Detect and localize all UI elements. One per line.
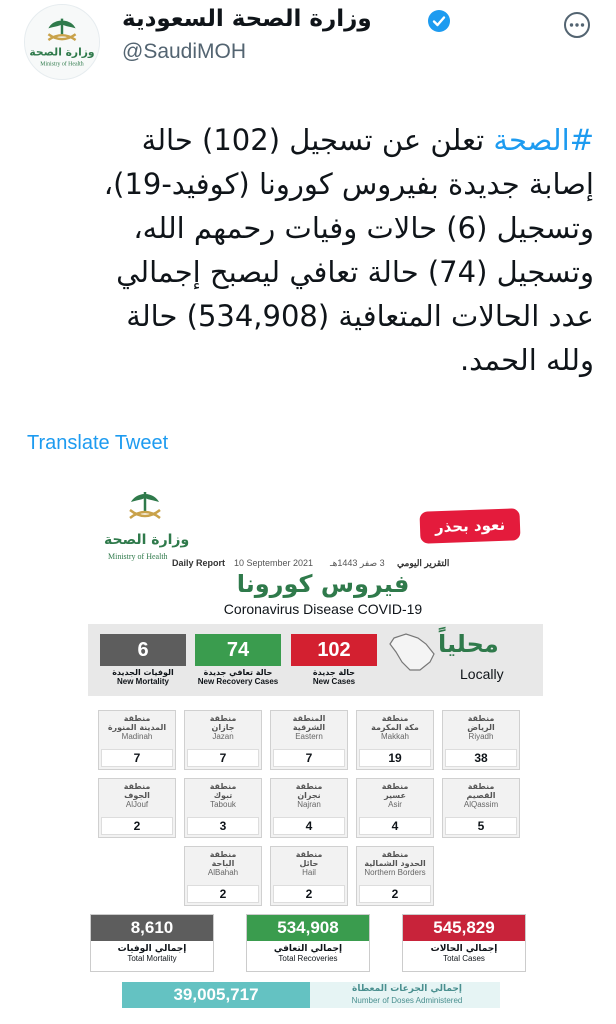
region-prefix: منطقة <box>295 782 323 791</box>
region-name-en: Najran <box>297 800 321 809</box>
region-count: 2 <box>273 885 345 903</box>
region-count: 3 <box>187 817 259 835</box>
locally-ar: محلياً <box>438 630 499 658</box>
region-card <box>98 710 176 770</box>
total-recoveries-label-en: Total Recoveries <box>278 954 338 963</box>
doses-label-ar: إجمالي الجرعات المعطاة <box>352 984 462 994</box>
region-name-ar: الجوف <box>124 791 150 800</box>
region-name-ar: عسير <box>384 791 406 800</box>
region-count: 2 <box>359 885 431 903</box>
region-name-ar: مكة المكرمة <box>371 723 419 732</box>
region-prefix: منطقة <box>381 782 409 791</box>
region-name-en: Tabouk <box>210 800 236 809</box>
region-count: 19 <box>359 749 431 767</box>
region-name-en: Riyadh <box>468 732 494 741</box>
new-cases-label-en: New Cases <box>312 677 356 686</box>
palm-swords-icon <box>100 488 190 532</box>
title-ar: فيروس كورونا <box>236 570 410 598</box>
locally-en: Locally <box>460 666 504 682</box>
region-name-en: Hail <box>302 868 316 877</box>
region-prefix: منطقة <box>209 714 237 723</box>
region-name-en: Madinah <box>121 732 153 741</box>
region-card <box>270 846 348 906</box>
tweet-header <box>0 0 616 80</box>
avatar-logo-en: Ministry of Health <box>40 61 84 68</box>
region-name-ar: الباحة <box>211 859 235 868</box>
region-prefix: المنطقة <box>292 714 326 723</box>
region-name-en: AlQassim <box>463 800 499 809</box>
summary-panel <box>88 624 543 696</box>
region-count: 38 <box>445 749 517 767</box>
total-cases-label-en: Total Cases <box>443 954 485 963</box>
avatar-logo-ar: وزارة الصحة <box>29 45 95 59</box>
moh-logo-ar: وزارة الصحة <box>104 532 190 548</box>
region-name-ar: نجران <box>297 791 321 800</box>
region-count: 2 <box>187 885 259 903</box>
author-handle[interactable]: @SaudiMOH <box>122 40 247 63</box>
region-name-en: Makkah <box>380 732 409 741</box>
region-count: 7 <box>187 749 259 767</box>
new-mortality-label-en: New Mortality <box>116 677 169 686</box>
region-card <box>184 710 262 770</box>
new-cases-label-ar: حالة جديدة <box>312 668 356 677</box>
doses-bar <box>122 982 500 1008</box>
region-name-en: AlBahah <box>207 868 239 877</box>
region-name-en: Jazan <box>212 732 234 741</box>
tweet-text <box>34 118 594 382</box>
infographic-image[interactable] <box>88 478 558 1018</box>
report-hijri-date: 3 صفر 1443هـ <box>330 558 385 568</box>
region-card <box>98 778 176 838</box>
tweet-line-2: إصابة جديدة بفيروس كورونا (كوفيد-19)، <box>103 167 594 201</box>
hashtag-link[interactable]: #الصحة <box>493 123 594 157</box>
region-count: 2 <box>101 817 173 835</box>
region-name-en: AlJouf <box>125 800 149 809</box>
total-cases-value: 545,829 <box>403 915 525 941</box>
region-name-en: Asir <box>388 800 402 809</box>
region-count: 7 <box>273 749 345 767</box>
region-card <box>442 778 520 838</box>
region-prefix: منطقة <box>381 714 409 723</box>
region-name-en: Eastern <box>295 732 323 741</box>
new-recovery-label-ar: حالة تعافي جديدة <box>203 668 273 677</box>
region-prefix: منطقة <box>467 714 495 723</box>
region-name-en: Northern Borders <box>364 868 426 877</box>
region-name-ar: الشرقية <box>292 723 326 732</box>
region-name-ar: الرياض <box>467 723 495 732</box>
tweet-line-1-rest: تعلن عن تسجيل (102) حالة <box>141 123 494 157</box>
new-cases-label <box>286 668 382 686</box>
tweet-line-6: ولله الحمد. <box>459 343 594 377</box>
tweet-line-4: وتسجيل (74) حالة تعافي ليصبح إجمالي <box>116 255 594 289</box>
region-prefix: منطقة <box>295 850 323 859</box>
more-options-icon[interactable] <box>563 11 591 39</box>
region-count: 4 <box>273 817 345 835</box>
region-prefix: منطقة <box>209 782 237 791</box>
moh-logo-icon <box>25 5 99 79</box>
region-name-ar: حائل <box>299 859 319 868</box>
region-count: 5 <box>445 817 517 835</box>
region-card <box>356 846 434 906</box>
total-recoveries-value: 534,908 <box>247 915 369 941</box>
doses-value: 39,005,717 <box>122 982 310 1008</box>
region-name-ar: جازان <box>211 723 235 732</box>
total-mortality-card <box>90 914 214 972</box>
region-count: 7 <box>101 749 173 767</box>
region-name-ar: الحدود الشمالية <box>364 859 426 868</box>
region-prefix: منطقة <box>467 782 495 791</box>
region-card <box>270 710 348 770</box>
region-name-ar: القصيم <box>466 791 496 800</box>
new-recovery-label <box>190 668 286 686</box>
translate-tweet-link[interactable]: Translate Tweet <box>27 432 169 454</box>
title-en: Coronavirus Disease COVID-19 <box>223 601 423 617</box>
new-mortality-label-ar: الوفيات الجديدة <box>112 668 174 677</box>
tweet-line-1 <box>34 118 594 162</box>
author-name[interactable]: وزارة الصحة السعودية <box>122 6 372 32</box>
new-mortality-value: 6 <box>100 634 186 666</box>
region-card <box>442 710 520 770</box>
report-label-ar: التقرير اليومي <box>397 558 450 568</box>
doses-label-en: Number of Doses Administered <box>351 996 463 1005</box>
moh-logo <box>100 488 190 562</box>
region-card <box>184 778 262 838</box>
region-card <box>356 778 434 838</box>
report-label: Daily Report <box>172 558 226 568</box>
total-cases-card <box>402 914 526 972</box>
total-recoveries-label-ar: إجمالي التعافي <box>273 944 343 954</box>
new-mortality-label <box>95 668 191 686</box>
saudi-map-icon <box>384 630 440 676</box>
region-prefix: منطقة <box>123 782 151 791</box>
new-recovery-label-en: New Recovery Cases <box>197 677 279 686</box>
region-card <box>270 778 348 838</box>
region-card <box>184 846 262 906</box>
total-recoveries-card <box>246 914 370 972</box>
region-prefix: منطقة <box>381 850 409 859</box>
region-count: 4 <box>359 817 431 835</box>
verified-badge-icon <box>427 9 451 33</box>
region-name-ar: المدينة المنورة <box>107 723 167 732</box>
total-mortality-label-ar: إجمالي الوفيات <box>117 944 187 954</box>
campaign-badge: نعود بحذر <box>419 508 520 543</box>
region-prefix: منطقة <box>123 714 151 723</box>
total-mortality-label-en: Total Mortality <box>127 954 177 963</box>
new-recovery-value: 74 <box>195 634 281 666</box>
region-card <box>356 710 434 770</box>
moh-logo-en: Ministry of Health <box>108 552 168 561</box>
report-date: 10 September 2021 <box>234 558 314 568</box>
region-prefix: منطقة <box>209 850 237 859</box>
new-cases-value: 102 <box>291 634 377 666</box>
total-cases-label-ar: إجمالي الحالات <box>430 944 498 954</box>
tweet-line-3: وتسجيل (6) حالات وفيات رحمهم الله، <box>133 211 594 245</box>
region-name-ar: تبوك <box>213 791 233 800</box>
tweet-line-5: عدد الحالات المتعافية (534,908) حالة <box>126 299 594 333</box>
total-mortality-value: 8,610 <box>91 915 213 941</box>
avatar[interactable] <box>24 4 100 80</box>
